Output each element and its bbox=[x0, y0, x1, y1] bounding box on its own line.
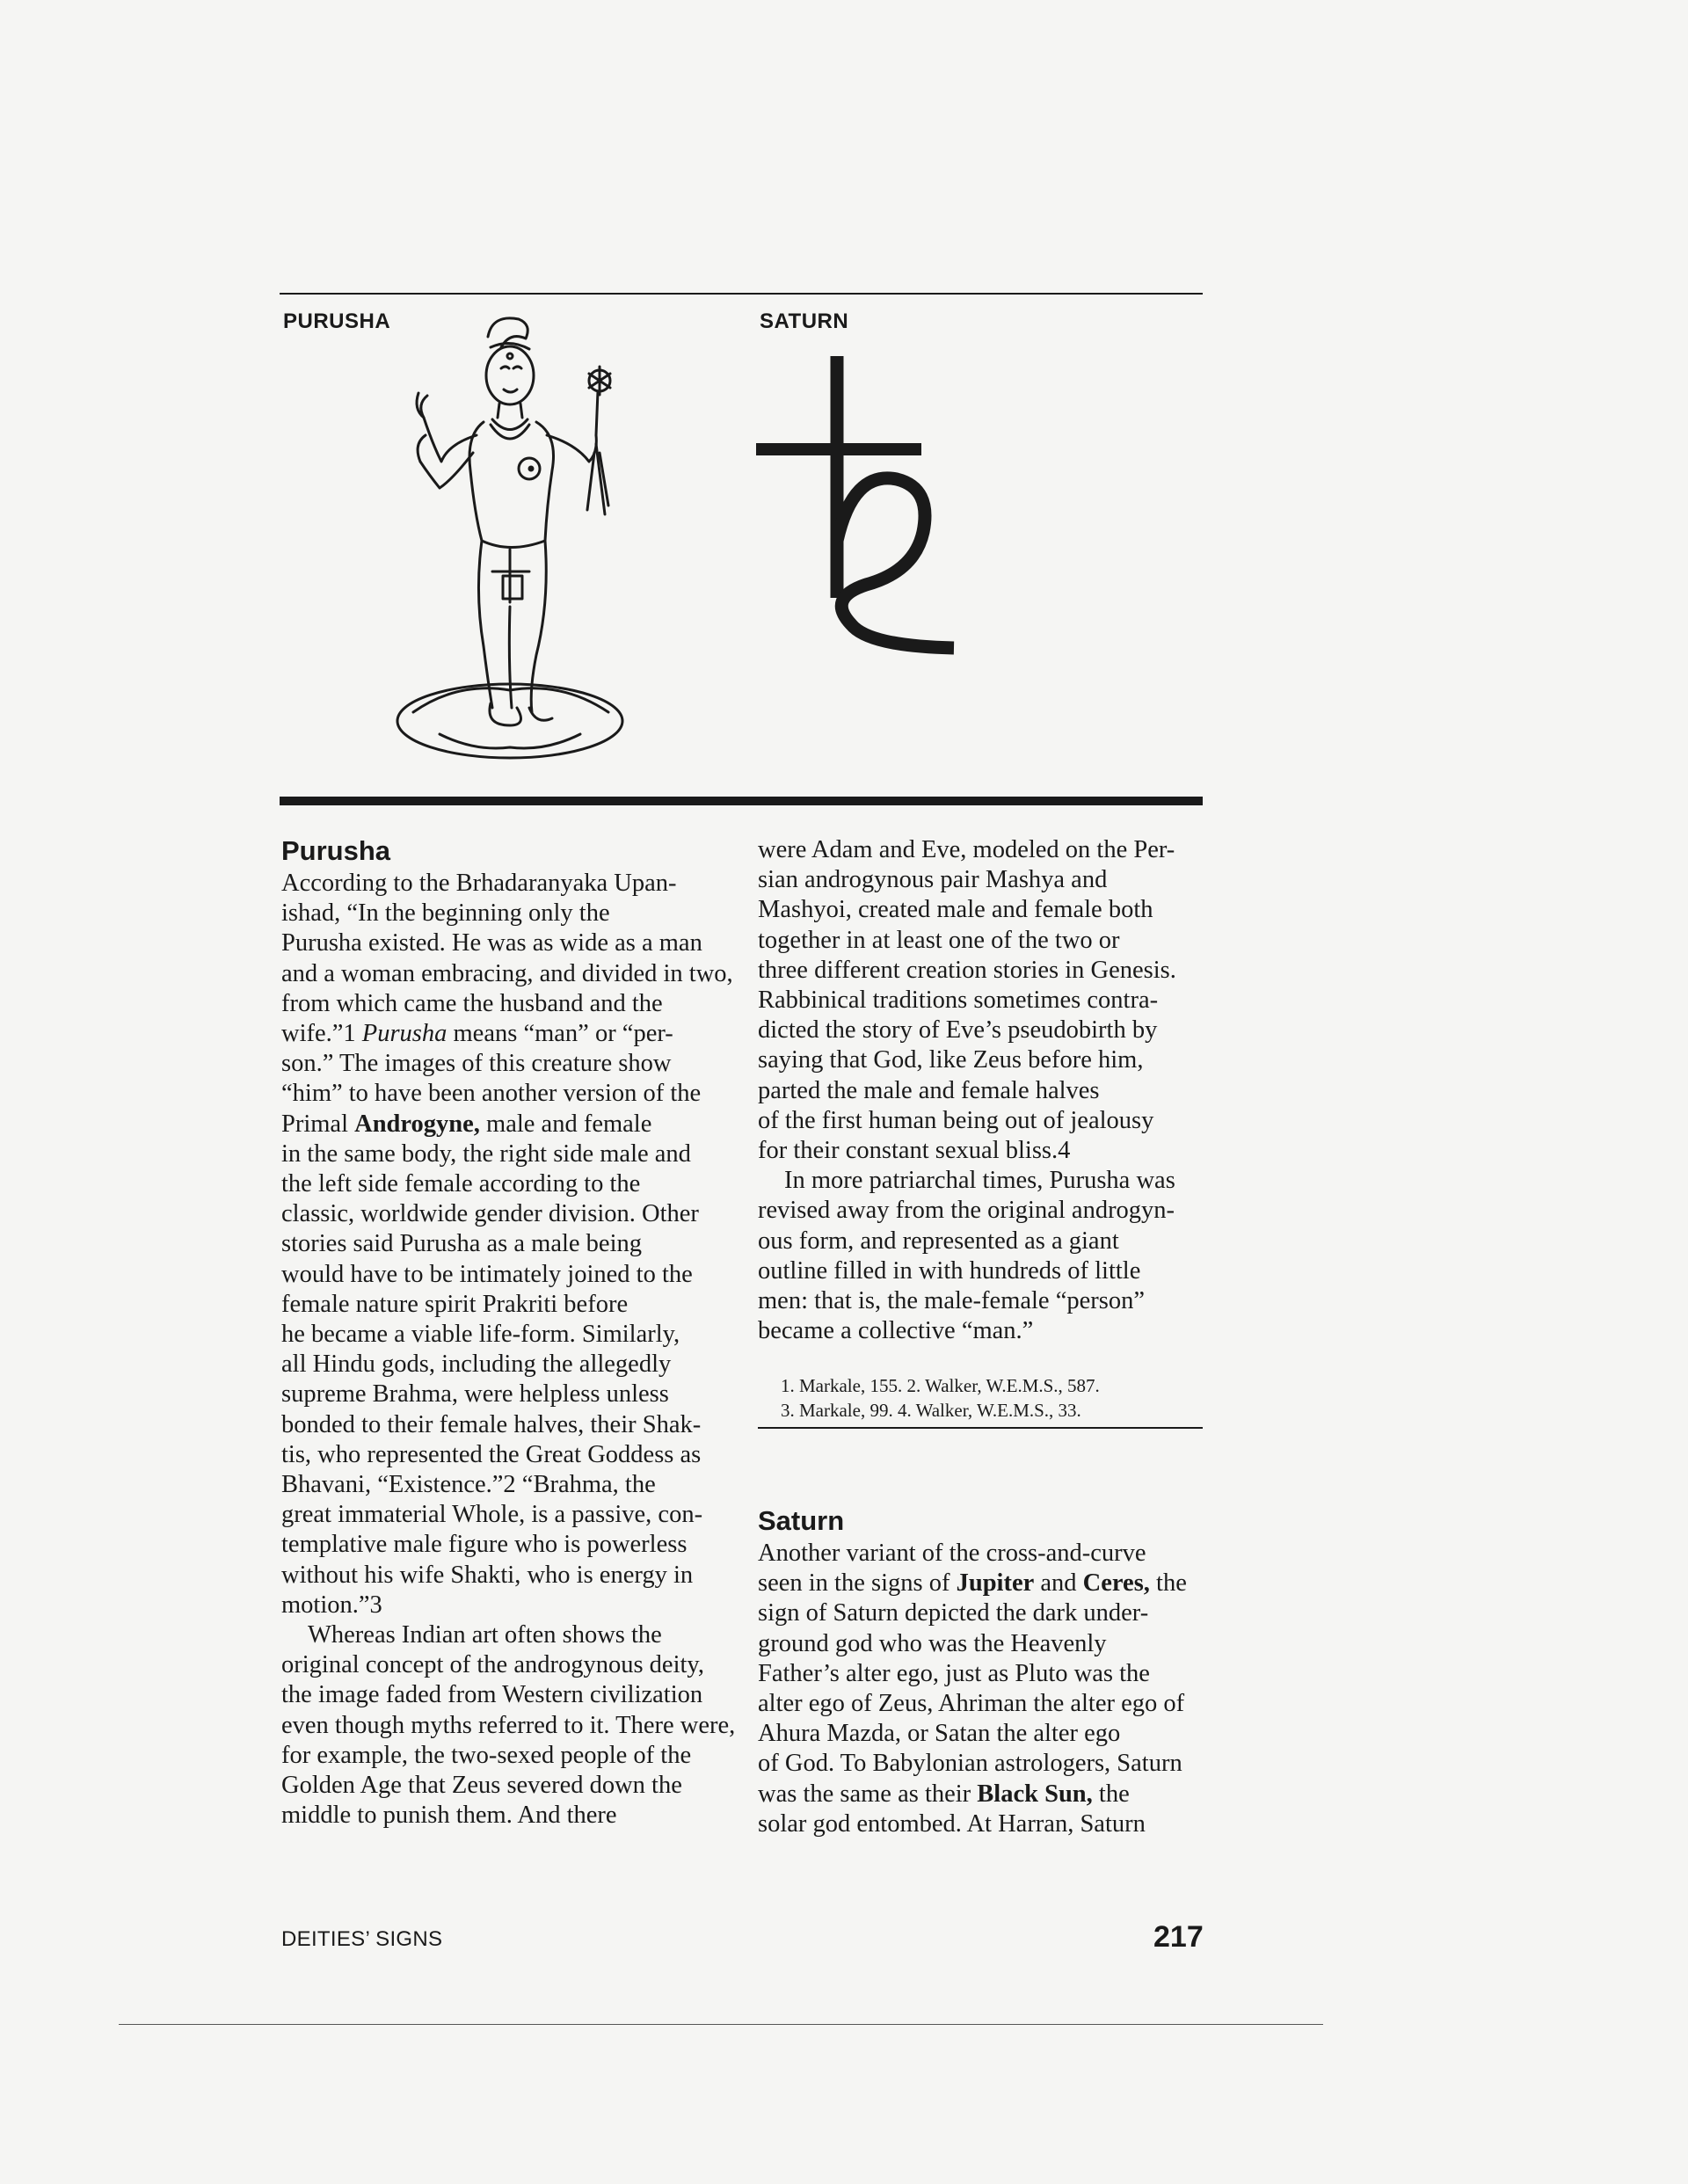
cross-reference-ceres[interactable]: Ceres, bbox=[1082, 1569, 1150, 1598]
text-line: outline filled in with hundreds of little bbox=[758, 1256, 1141, 1285]
text-line: dicted the story of Eve’s pseudobirth by bbox=[758, 1016, 1158, 1045]
purusha-figure-icon bbox=[378, 312, 642, 769]
text-line: for example, the two-sexed people of the bbox=[281, 1741, 692, 1769]
text-line: even though myths referred to it. There were, bbox=[281, 1711, 736, 1739]
text-fragment: seen in the signs of bbox=[758, 1569, 950, 1598]
text-line: ishad, “In the beginning only the bbox=[281, 899, 610, 928]
text-line: Purusha existed. He was as wide as a man bbox=[281, 929, 702, 957]
text-line: in the same body, the right side male and bbox=[281, 1139, 691, 1168]
text-line: sian androgynous pair Mashya and bbox=[758, 866, 1108, 894]
saturn-sign-icon bbox=[756, 356, 967, 659]
text-line: parted the male and female halves bbox=[758, 1076, 1100, 1104]
text-line: In more patriarchal times, Purusha was bbox=[784, 1167, 1175, 1195]
text-line: revised away from the original androgyn- bbox=[758, 1197, 1175, 1225]
text-line: became a collective “man.” bbox=[758, 1317, 1034, 1345]
text-line: the left side female according to the bbox=[281, 1170, 641, 1198]
section-rule bbox=[280, 797, 1203, 805]
text-line: Golden Age that Zeus severed down the bbox=[281, 1772, 682, 1800]
text-line: Father’s alter ego, just as Pluto was the bbox=[758, 1659, 1150, 1687]
text-line: Ahura Mazda, or Satan the alter ego bbox=[758, 1720, 1121, 1748]
cross-reference-androgyne[interactable]: Androgyne, bbox=[354, 1110, 480, 1138]
text-line: son.” The images of this creature show bbox=[281, 1050, 672, 1078]
running-footer: DEITIES’ SIGNS bbox=[281, 1927, 443, 1951]
text-line: men: that is, the male-female “person” bbox=[758, 1287, 1145, 1315]
text-line: sign of Saturn depicted the dark under- bbox=[758, 1599, 1149, 1627]
text-fragment: Primal bbox=[281, 1110, 348, 1138]
text-line: bonded to their female halves, their Shak- bbox=[281, 1410, 702, 1438]
text-line: he became a viable life-form. Similarly, bbox=[281, 1321, 680, 1349]
saturn-heading: Saturn bbox=[758, 1505, 845, 1536]
text-line bbox=[758, 1780, 1215, 1809]
text-line: motion.”3 bbox=[281, 1591, 382, 1619]
text-line: great immaterial Whole, is a passive, con- bbox=[281, 1501, 703, 1529]
text-line: the image faded from Western civilization bbox=[281, 1681, 703, 1709]
text-line: solar god entombed. At Harran, Saturn bbox=[758, 1809, 1146, 1838]
text-line: “him” to have been another version of the bbox=[281, 1080, 702, 1108]
text-line: ground god who was the Heavenly bbox=[758, 1629, 1107, 1657]
text-line bbox=[281, 1019, 738, 1049]
text-line: of God. To Babylonian astrologers, Saturn bbox=[758, 1750, 1182, 1778]
caption-purusha: PURUSHA bbox=[283, 309, 391, 333]
text-line bbox=[281, 1110, 738, 1139]
note-line: 1. Markale, 155. 2. Walker, W.E.M.S., 587. bbox=[781, 1375, 1100, 1396]
text-line bbox=[758, 1569, 1215, 1598]
text-line: together in at least one of the two or bbox=[758, 926, 1120, 954]
text-line: Bhavani, “Existence.”2 “Brahma, the bbox=[281, 1471, 656, 1499]
purusha-notes bbox=[781, 1373, 1203, 1423]
text-fragment: the bbox=[1098, 1780, 1130, 1808]
text-line: Rabbinical traditions sometimes contra- bbox=[758, 986, 1159, 1015]
text-fragment: was the same as their bbox=[758, 1780, 971, 1808]
text-line: According to the Brhadaranyaka Upan- bbox=[281, 870, 677, 897]
text-line: all Hindu gods, including the allegedly bbox=[281, 1350, 672, 1379]
notes-rule bbox=[758, 1427, 1203, 1429]
text-line: supreme Brahma, were helpless unless bbox=[281, 1380, 669, 1409]
text-fragment: and bbox=[1040, 1569, 1077, 1598]
cross-reference-black-sun[interactable]: Black Sun, bbox=[977, 1780, 1093, 1808]
note-line: 3. Markale, 99. 4. Walker, W.E.M.S., 33. bbox=[781, 1400, 1081, 1421]
page-number: 217 bbox=[1153, 1920, 1204, 1954]
text-fragment: means “man” or “per- bbox=[453, 1020, 673, 1048]
text-line: were Adam and Eve, modeled on the Per- bbox=[758, 836, 1175, 863]
text-line: classic, worldwide gender division. Other bbox=[281, 1200, 699, 1228]
text-line: for their constant sexual bliss.4 bbox=[758, 1137, 1071, 1165]
text-line: saying that God, like Zeus before him, bbox=[758, 1046, 1144, 1074]
text-line: original concept of the androgynous deity, bbox=[281, 1651, 704, 1679]
caption-saturn: SATURN bbox=[760, 309, 849, 333]
text-fragment: the bbox=[1156, 1569, 1187, 1598]
purusha-heading: Purusha bbox=[281, 835, 391, 866]
purusha-article bbox=[281, 834, 738, 1831]
text-line: without his wife Shakti, who is energy in bbox=[281, 1561, 694, 1589]
text-line: alter ego of Zeus, Ahriman the alter ego of bbox=[758, 1690, 1185, 1718]
text-line: three different creation stories in Genesis. bbox=[758, 956, 1176, 984]
text-line: stories said Purusha as a male being bbox=[281, 1230, 642, 1258]
text-line: and a woman embracing, and divided in two, bbox=[281, 959, 733, 987]
text-line: templative male figure who is powerless bbox=[281, 1531, 688, 1559]
text-line: of the first human being out of jealousy bbox=[758, 1106, 1154, 1134]
text-line: tis, who represented the Great Goddess as bbox=[281, 1440, 702, 1468]
text-line: middle to punish them. And there bbox=[281, 1802, 617, 1830]
text-fragment: male and female bbox=[486, 1110, 652, 1138]
saturn-article bbox=[758, 1503, 1215, 1839]
bottom-edge-line bbox=[119, 2024, 1323, 2025]
text-line: Another variant of the cross-and-curve bbox=[758, 1540, 1146, 1567]
text-line: ous form, and represented as a giant bbox=[758, 1227, 1119, 1255]
text-line: female nature spirit Prakriti before bbox=[281, 1290, 629, 1318]
italic-term: Purusha bbox=[361, 1020, 447, 1048]
text-fragment: wife.”1 bbox=[281, 1020, 356, 1048]
cross-reference-jupiter[interactable]: Jupiter bbox=[956, 1569, 1035, 1598]
text-line: would have to be intimately joined to the bbox=[281, 1260, 693, 1288]
purusha-article-continued bbox=[758, 835, 1215, 1346]
text-line: Whereas Indian art often shows the bbox=[308, 1621, 662, 1649]
top-rule bbox=[280, 293, 1203, 295]
text-line: Mashyoi, created male and female both bbox=[758, 896, 1153, 924]
text-line: from which came the husband and the bbox=[281, 989, 663, 1017]
